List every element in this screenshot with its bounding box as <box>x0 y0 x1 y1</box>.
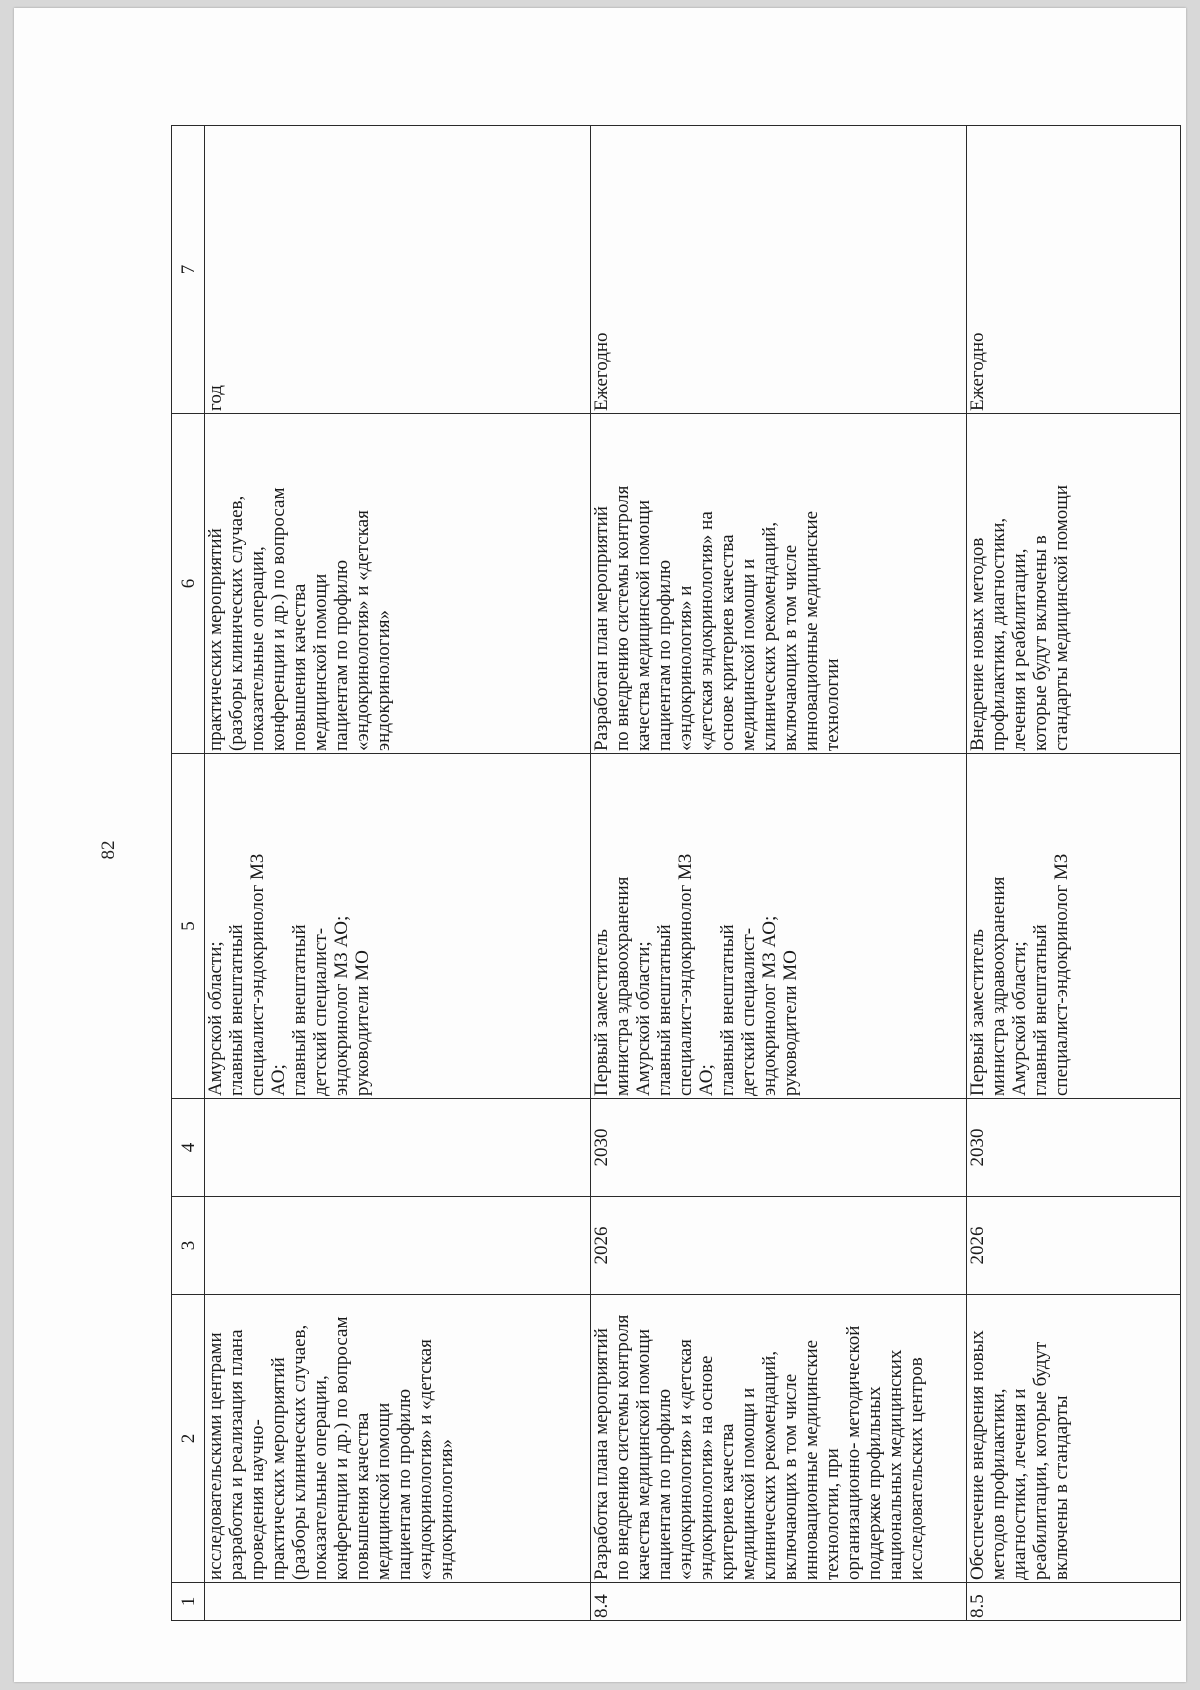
cell-text-line: реабилитации, которые будут <box>1030 1341 1051 1580</box>
cell-text-line: детский специалист- <box>738 927 759 1096</box>
cell-text-line: пациентам по профилю <box>654 1388 675 1580</box>
item-number-cell <box>591 1583 967 1621</box>
responsible-cell <box>967 754 1181 1099</box>
cell-text-line: методов профилактики, <box>988 1388 1009 1580</box>
cell-text-line: практических мероприятий <box>205 528 226 751</box>
cell-text-line: пациентам по профилю <box>331 559 352 751</box>
result-cell <box>205 414 591 754</box>
cell-text-line: Амурской области; <box>1009 941 1030 1096</box>
activity-cell <box>205 1295 591 1583</box>
cell-text-line: конференции и др.) по вопросам <box>268 487 289 751</box>
cell-text-line: (разборы клинических случаев, <box>226 495 247 751</box>
start-year-cell <box>205 1197 591 1295</box>
cell-text-line: Ежегодно <box>967 332 988 411</box>
cell-text-line: 2026 <box>967 1226 988 1265</box>
cell-text-line: Внедрение новых методов <box>967 537 988 751</box>
cell-text-line: министра здравоохранения <box>612 876 633 1096</box>
cell-text-line: «детская эндокринология» на <box>696 511 717 751</box>
start-year-cell <box>967 1197 1181 1295</box>
cell-text-line: АО; <box>696 1064 717 1096</box>
cell-text-line: детский специалист- <box>310 927 331 1096</box>
cell-text-line: включены в стандарты <box>1051 1395 1072 1580</box>
cell-text-line: конференции и др.) по вопросам <box>331 1316 352 1580</box>
cell-text-line: технологии, при <box>822 1448 843 1580</box>
result-cell <box>967 414 1181 754</box>
cell-text-line: главный внештатный <box>1030 924 1051 1096</box>
cell-text-line: 2030 <box>591 1128 612 1167</box>
cell-text-line: медицинской помощи <box>373 1402 394 1580</box>
cell-text-line: «эндокринология» и «детская <box>352 510 373 751</box>
cell-text-line: Первый заместитель <box>967 929 988 1096</box>
cell-text-line: поддержке профильных <box>864 1386 885 1580</box>
activity-cell <box>967 1295 1181 1583</box>
cell-text-line: пациентам по профилю <box>394 1388 415 1580</box>
cell-text-line: 2030 <box>967 1128 988 1167</box>
cell-text-line: стандарты медицинской помощи <box>1051 484 1072 751</box>
cell-text-line: специалист-эндокринолог МЗ <box>675 853 696 1096</box>
cell-text-line: критериев качества <box>717 1423 738 1580</box>
cell-text-line: Амурской области; <box>205 941 226 1096</box>
cell-text-line: повышения качества <box>289 583 310 751</box>
cell-text-line: эндокринология» <box>373 610 394 751</box>
cell-text-line: специалист-эндокринолог МЗ <box>1051 853 1072 1096</box>
cell-text-line: «эндокринология» и «детская <box>415 1339 436 1580</box>
cell-text-line: Ежегодно <box>591 332 612 411</box>
column-header: 3 <box>172 1197 205 1295</box>
rotated-table-container <box>171 126 1181 1621</box>
cell-text-line: «эндокринология» и <box>675 585 696 751</box>
end-year-cell <box>967 1099 1181 1197</box>
cell-text-line: организационно- методической <box>843 1325 864 1580</box>
cell-text-line: эндокринолог МЗ АО; <box>759 915 780 1096</box>
cell-text-line: повышения качества <box>352 1412 373 1580</box>
cell-text-line: главный внештатный <box>717 924 738 1096</box>
cell-text-line: включающих в том числе <box>780 1373 801 1580</box>
page-number: 82 <box>98 840 119 860</box>
cell-text-line: Разработка плана мероприятий <box>591 1328 612 1580</box>
cell-text-line: качества медицинской помощи <box>633 1328 654 1580</box>
column-header: 6 <box>172 414 205 754</box>
cell-text-line: разработка и реализация плана <box>226 1329 247 1580</box>
cell-text-line: клинических рекомендаций, <box>759 521 780 751</box>
item-number-cell <box>205 1583 591 1621</box>
cell-text-line: «эндокринология» и «детская <box>675 1339 696 1580</box>
cell-text-line: 8.5 <box>967 1594 988 1618</box>
cell-text-line: пациентам по профилю <box>654 559 675 751</box>
frequency-cell <box>205 126 591 414</box>
column-header: 2 <box>172 1295 205 1583</box>
cell-text-line: основе критериев качества <box>717 534 738 751</box>
table-row <box>967 126 1181 1621</box>
cell-text-line: эндокринолог МЗ АО; <box>331 915 352 1096</box>
cell-text-line: технологии <box>822 658 843 751</box>
column-header: 5 <box>172 754 205 1099</box>
cell-text-line: главный внештатный <box>226 924 247 1096</box>
cell-text-line: специалист-эндокринолог МЗ <box>247 853 268 1096</box>
cell-text-line: включающих в том числе <box>780 544 801 751</box>
table-row <box>205 126 591 1621</box>
cell-text-line: медицинской помощи и <box>738 558 759 751</box>
cell-text-line: инновационные медицинские <box>801 1339 822 1580</box>
cell-text-line: по внедрению системы контроля <box>612 1314 633 1580</box>
end-year-cell <box>591 1099 967 1197</box>
cell-text-line: 8.4 <box>591 1594 612 1618</box>
cell-text-line: показательные операции, <box>247 546 268 751</box>
result-cell <box>591 414 967 754</box>
cell-text-line: качества медицинской помощи <box>633 499 654 751</box>
item-number-cell <box>967 1583 1181 1621</box>
cell-text-line: эндокринология» <box>436 1439 457 1580</box>
cell-text-line: клинических рекомендаций, <box>759 1350 780 1580</box>
cell-text-line: инновационные медицинские <box>801 510 822 751</box>
cell-text-line: год <box>205 385 226 411</box>
table-header-row <box>172 126 205 1621</box>
cell-text-line: АО; <box>268 1064 289 1096</box>
cell-text-line: национальных медицинских <box>885 1349 906 1580</box>
responsible-cell <box>205 754 591 1099</box>
cell-text-line: которые будут включены в <box>1030 535 1051 751</box>
cell-text-line: главный внештатный <box>654 924 675 1096</box>
plan-table <box>171 125 1181 1621</box>
cell-text-line: Разработан план мероприятий <box>591 506 612 751</box>
responsible-cell <box>591 754 967 1099</box>
column-header: 1 <box>172 1583 205 1621</box>
cell-text-line: по внедрению системы контроля <box>612 485 633 751</box>
cell-text-line: медицинской помощи и <box>738 1387 759 1580</box>
start-year-cell <box>591 1197 967 1295</box>
frequency-cell <box>967 126 1181 414</box>
cell-text-line: Первый заместитель <box>591 929 612 1096</box>
end-year-cell <box>205 1099 591 1197</box>
cell-text-line: практических мероприятий <box>268 1357 289 1580</box>
cell-text-line: лечения и реабилитации, <box>1009 548 1030 751</box>
frequency-cell <box>591 126 967 414</box>
cell-text-line: проведения научно- <box>247 1419 268 1580</box>
table-row <box>591 126 967 1621</box>
cell-text-line: исследовательскими центрами <box>205 1332 226 1580</box>
cell-text-line: эндокринология» на основе <box>696 1355 717 1580</box>
cell-text-line: руководители МО <box>780 950 801 1096</box>
cell-text-line: диагностики, лечения и <box>1009 1388 1030 1580</box>
cell-text-line: главный внештатный <box>289 924 310 1096</box>
column-header: 7 <box>172 126 205 414</box>
cell-text-line: руководители МО <box>352 950 373 1096</box>
cell-text-line: Амурской области; <box>633 941 654 1096</box>
cell-text-line: 2026 <box>591 1226 612 1265</box>
cell-text-line: министра здравоохранения <box>988 876 1009 1096</box>
cell-text-line: исследовательских центров <box>906 1357 927 1580</box>
cell-text-line: профилактики, диагностики, <box>988 517 1009 751</box>
cell-text-line: медицинской помощи <box>310 573 331 751</box>
cell-text-line: (разборы клинических случаев, <box>289 1324 310 1580</box>
column-header: 4 <box>172 1099 205 1197</box>
activity-cell <box>591 1295 967 1583</box>
cell-text-line: показательные операции, <box>310 1375 331 1580</box>
cell-text-line: Обеспечение внедрения новых <box>967 1330 988 1580</box>
